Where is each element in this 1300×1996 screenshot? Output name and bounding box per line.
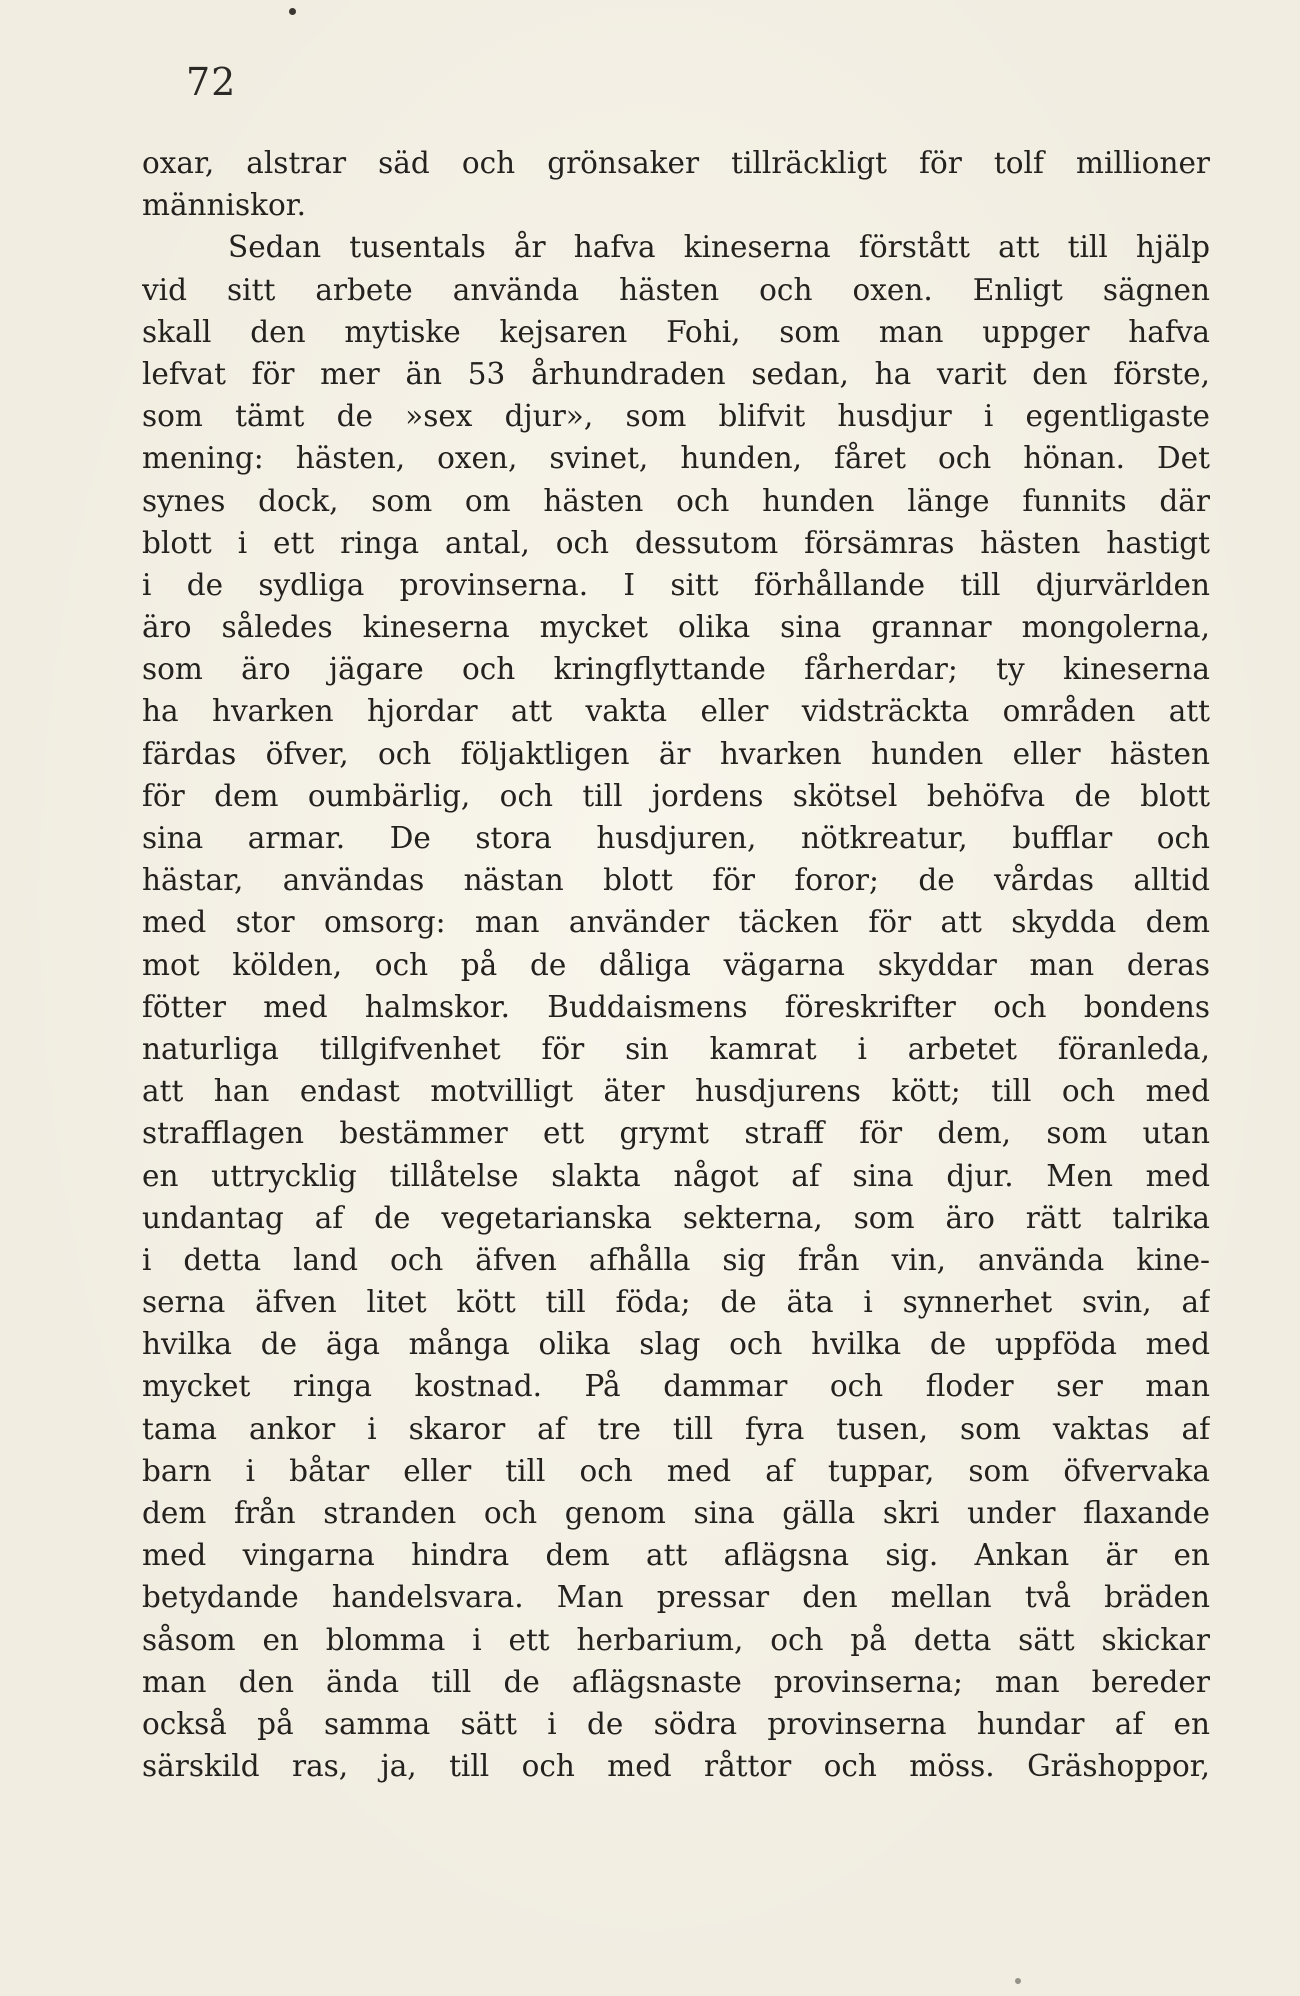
- text-line: med vingarna hindra dem att aflägsna sig. Ankan är en: [142, 1538, 1210, 1573]
- text-line: som äro jägare och kringflyttande fårherdar; ty kineserna: [142, 652, 1210, 687]
- text-line: man den ända till de aflägsnaste provinserna; man bereder: [142, 1664, 1210, 1699]
- text-line: skall den mytiske kejsaren Fohi, som man uppger hafva: [142, 314, 1210, 349]
- text-line: undantag af de vegetarianska sekterna, som äro rätt talrika: [142, 1200, 1210, 1235]
- text-line: också på samma sätt i de södra provinserna hundar af en: [142, 1706, 1210, 1741]
- text-line: lefvat för mer än 53 århundraden sedan, ha varit den förste,: [142, 356, 1210, 391]
- text-line: hästar, användas nästan blott för foror; de vårdas alltid: [142, 863, 1210, 898]
- text-line: barn i båtar eller till och med af tuppar, som öfvervaka: [142, 1453, 1210, 1488]
- text-line: såsom en blomma i ett herbarium, och på detta sätt skickar: [142, 1622, 1210, 1657]
- text-line: färdas öfver, och följaktligen är hvarken hunden eller hästen: [142, 736, 1210, 771]
- text-line: vid sitt arbete använda hästen och oxen. Enligt sägnen: [142, 272, 1210, 307]
- text-line: mening: hästen, oxen, svinet, hunden, fåret och hönan. Det: [142, 441, 1210, 476]
- text-line: betydande handelsvara. Man pressar den mellan två bräden: [142, 1580, 1210, 1615]
- text-line: strafflagen bestämmer ett grymt straff för dem, som utan: [142, 1116, 1210, 1151]
- text-line: Sedan tusentals år hafva kineserna förstått att till hjälp: [228, 230, 1210, 265]
- text-line: fötter med halmskor. Buddaismens föreskrifter och bondens: [142, 989, 1210, 1024]
- text-line: människor.: [142, 188, 307, 223]
- text-line: serna äfven litet kött till föda; de äta i synnerhet svin, af: [142, 1285, 1210, 1320]
- text-line: synes dock, som om hästen och hunden länge funnits där: [142, 483, 1210, 518]
- text-line: blott i ett ringa antal, och dessutom försämras hästen hastigt: [142, 525, 1210, 560]
- text-line: ha hvarken hjordar att vakta eller vidsträckta områden att: [142, 694, 1210, 729]
- body-text: [142, 142, 1210, 1787]
- text-line: naturliga tillgifvenhet för sin kamrat i arbetet föranleda,: [142, 1031, 1210, 1066]
- text-line: äro således kineserna mycket olika sina grannar mongolerna,: [142, 610, 1210, 645]
- text-line: en uttrycklig tillåtelse slakta något af sina djur. Men med: [142, 1158, 1210, 1193]
- text-line: särskild ras, ja, till och med råttor och möss. Gräshoppor,: [142, 1749, 1210, 1784]
- text-line: oxar, alstrar säd och grönsaker tillräckligt för tolf millioner: [142, 146, 1210, 180]
- ink-speck-top: [289, 8, 296, 15]
- text-line: tama ankor i skaror af tre till fyra tusen, som vaktas af: [142, 1411, 1210, 1446]
- text-line: hvilka de äga många olika slag och hvilka de uppföda med: [142, 1327, 1210, 1362]
- text-line: med stor omsorg: man använder täcken för att skydda dem: [142, 905, 1210, 940]
- text-line: i detta land och äfven afhålla sig från vin, använda kine-: [142, 1242, 1210, 1277]
- text-line: som tämt de »sex djur», som blifvit husdjur i egentligaste: [142, 399, 1210, 434]
- text-line: sina armar. De stora husdjuren, nötkreatur, bufflar och: [142, 821, 1210, 855]
- text-line: att han endast motvilligt äter husdjurens kött; till och med: [142, 1074, 1210, 1109]
- text-line: mycket ringa kostnad. På dammar och floder ser man: [142, 1369, 1210, 1404]
- text-line: dem från stranden och genom sina gälla skri under flaxande: [142, 1496, 1210, 1530]
- ink-speck-bottom: [1015, 1978, 1021, 1984]
- text-line: i de sydliga provinserna. I sitt förhållande till djurvärlden: [142, 567, 1210, 602]
- text-line: mot kölden, och på de dåliga vägarna skyddar man deras: [142, 947, 1210, 982]
- page-number: 72: [186, 60, 237, 104]
- text-line: för dem oumbärlig, och till jordens skötsel behöfva de blott: [142, 778, 1210, 813]
